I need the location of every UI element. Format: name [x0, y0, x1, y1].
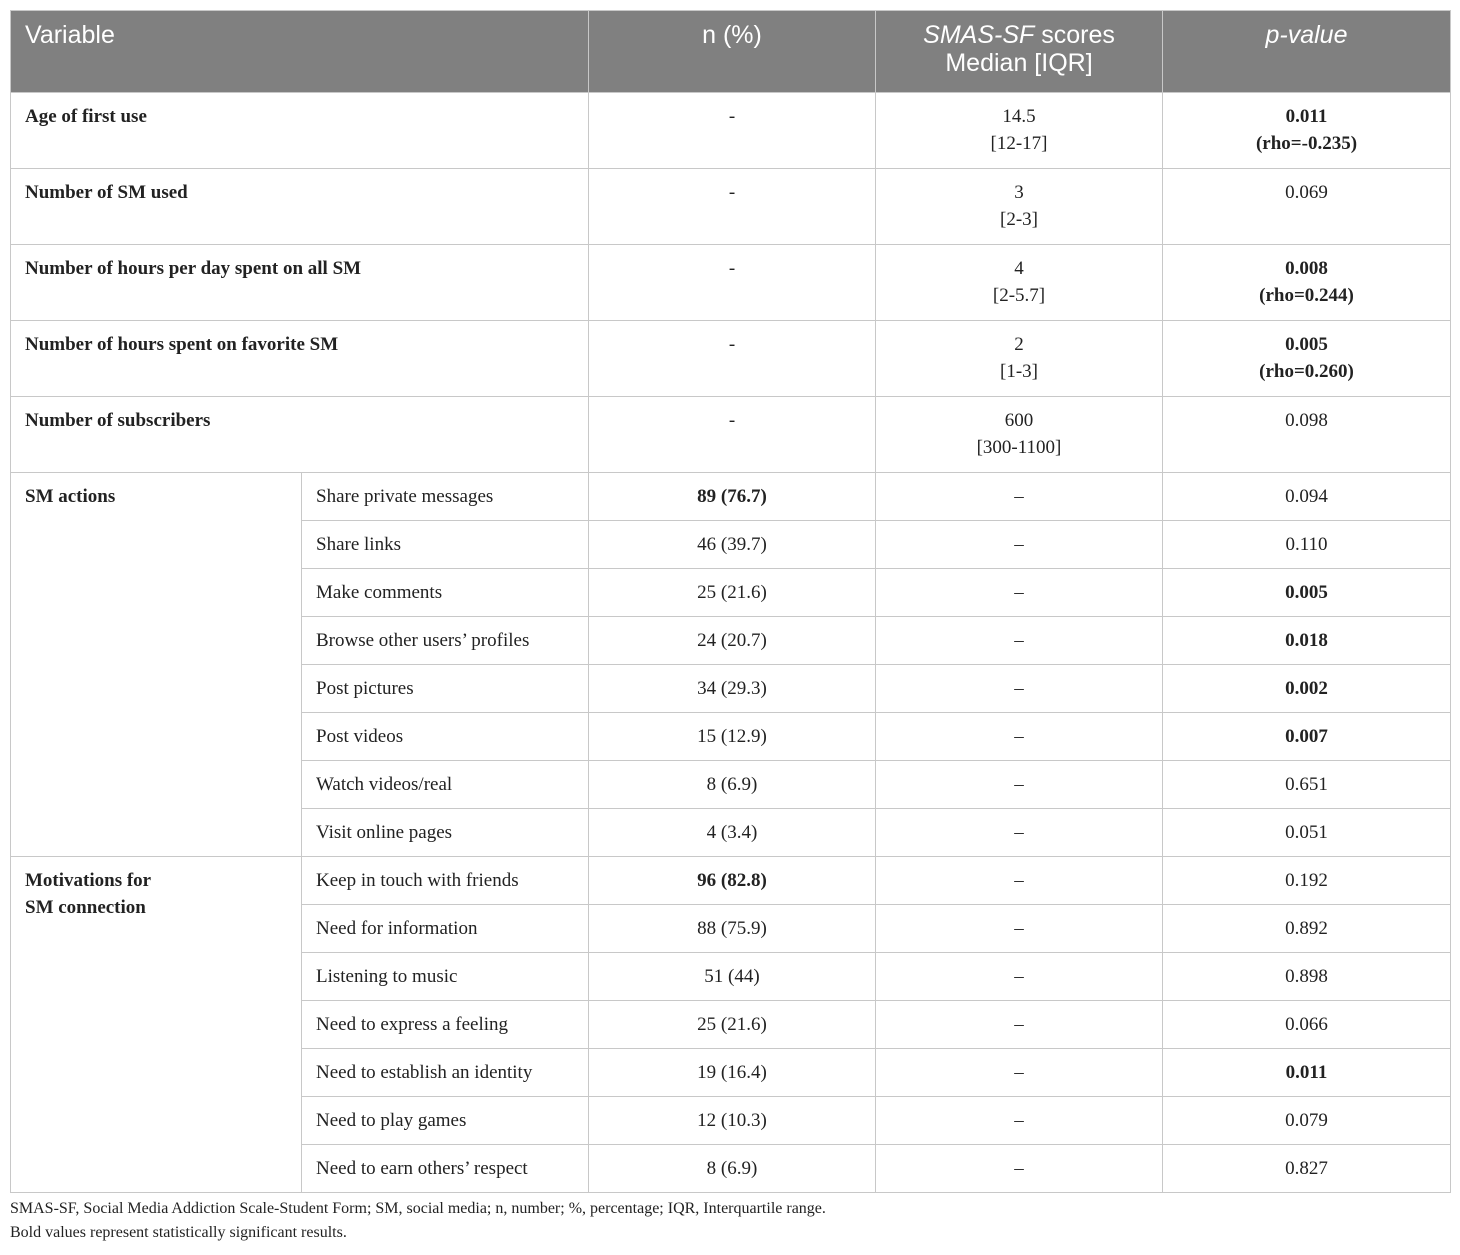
item-label: Listening to music — [302, 953, 589, 1001]
row-p-value: 0.005 — [1285, 334, 1328, 355]
row-rho: (rho=0.244) — [1259, 285, 1354, 306]
item-n-percent: 34 (29.3) — [589, 665, 876, 713]
row-score-cell — [876, 245, 1163, 321]
group-category-label-line2: SM connection — [25, 897, 146, 918]
item-label: Need to earn others’ respect — [302, 1145, 589, 1193]
row-p-value-cell — [1163, 397, 1451, 473]
item-n-percent: 96 (82.8) — [589, 857, 876, 905]
row-median: 3 — [1014, 182, 1024, 203]
item-label: Visit online pages — [302, 809, 589, 857]
item-n-percent: 8 (6.9) — [589, 761, 876, 809]
row-median: 600 — [1004, 410, 1034, 431]
item-n-percent: 19 (16.4) — [589, 1049, 876, 1097]
table-row — [11, 169, 1451, 245]
item-score: – — [876, 713, 1163, 761]
header-p-value: p-value — [1163, 11, 1451, 93]
row-score-cell — [876, 397, 1163, 473]
item-n-percent: 8 (6.9) — [589, 1145, 876, 1193]
header-variable: Variable — [11, 11, 589, 93]
item-p-value: 0.011 — [1163, 1049, 1451, 1097]
item-label: Keep in touch with friends — [302, 857, 589, 905]
item-label: Share links — [302, 521, 589, 569]
item-p-value: 0.005 — [1163, 569, 1451, 617]
item-p-value: 0.110 — [1163, 521, 1451, 569]
row-label: Number of hours spent on favorite SM — [11, 321, 589, 397]
item-score: – — [876, 473, 1163, 521]
row-p-value-cell — [1163, 321, 1451, 397]
footnote-bold-note: Bold values represent statistically significant results. — [10, 1224, 347, 1241]
item-n-percent: 12 (10.3) — [589, 1097, 876, 1145]
item-p-value: 0.898 — [1163, 953, 1451, 1001]
item-label: Post pictures — [302, 665, 589, 713]
item-p-value: 0.079 — [1163, 1097, 1451, 1145]
item-n-percent: 51 (44) — [589, 953, 876, 1001]
header-smas-line2: Median [IQR] — [945, 49, 1093, 77]
row-n-percent: - — [589, 321, 876, 397]
item-score: – — [876, 521, 1163, 569]
row-n-percent: - — [589, 245, 876, 321]
item-p-value: 0.827 — [1163, 1145, 1451, 1193]
table-row — [11, 245, 1451, 321]
footnote-abbreviations: SMAS-SF, Social Media Addiction Scale-Student Form; SM, social media; n, number; %, percentage; IQR, Interquartile range. — [10, 1200, 826, 1217]
item-label: Need to establish an identity — [302, 1049, 589, 1097]
item-label: Need to play games — [302, 1097, 589, 1145]
item-n-percent: 4 (3.4) — [589, 809, 876, 857]
item-p-value: 0.651 — [1163, 761, 1451, 809]
table-header-row — [11, 11, 1451, 93]
item-p-value: 0.192 — [1163, 857, 1451, 905]
row-iqr: [12-17] — [990, 133, 1048, 154]
row-median: 4 — [1014, 258, 1024, 279]
item-n-percent: 89 (76.7) — [589, 473, 876, 521]
item-label: Make comments — [302, 569, 589, 617]
row-p-value: 0.008 — [1285, 258, 1328, 279]
item-n-percent: 15 (12.9) — [589, 713, 876, 761]
row-median: 14.5 — [1002, 106, 1036, 127]
item-score: – — [876, 761, 1163, 809]
row-n-percent: - — [589, 397, 876, 473]
header-smas-italic: SMAS-SF — [923, 21, 1035, 49]
item-score: – — [876, 905, 1163, 953]
item-score: – — [876, 1145, 1163, 1193]
item-label: Watch videos/real — [302, 761, 589, 809]
table-body — [11, 93, 1451, 1193]
table-footnotes — [10, 1197, 1450, 1245]
row-rho: (rho=0.260) — [1259, 361, 1354, 382]
row-iqr: [1-3] — [1000, 361, 1038, 382]
row-p-value-cell — [1163, 93, 1451, 169]
row-iqr: [300-1100] — [976, 437, 1062, 458]
results-table — [10, 10, 1451, 1193]
header-smas-scores — [876, 11, 1163, 93]
item-label: Share private messages — [302, 473, 589, 521]
row-n-percent: - — [589, 93, 876, 169]
item-n-percent: 46 (39.7) — [589, 521, 876, 569]
item-n-percent: 25 (21.6) — [589, 569, 876, 617]
item-label: Post videos — [302, 713, 589, 761]
item-score: – — [876, 569, 1163, 617]
group-category — [11, 473, 302, 857]
item-p-value: 0.094 — [1163, 473, 1451, 521]
item-n-percent: 88 (75.9) — [589, 905, 876, 953]
item-score: – — [876, 617, 1163, 665]
item-score: – — [876, 1097, 1163, 1145]
item-score: – — [876, 857, 1163, 905]
row-score-cell — [876, 169, 1163, 245]
item-p-value: 0.018 — [1163, 617, 1451, 665]
table-row — [11, 473, 1451, 521]
row-label: Number of SM used — [11, 169, 589, 245]
row-iqr: [2-5.7] — [992, 285, 1046, 306]
table-row — [11, 397, 1451, 473]
item-p-value: 0.051 — [1163, 809, 1451, 857]
item-label: Need for information — [302, 905, 589, 953]
group-category-label: Motivations for — [25, 870, 152, 891]
row-n-percent: - — [589, 169, 876, 245]
header-smas-rest: scores — [1034, 21, 1115, 49]
item-score: – — [876, 953, 1163, 1001]
item-p-value: 0.002 — [1163, 665, 1451, 713]
item-label: Browse other users’ profiles — [302, 617, 589, 665]
item-score: – — [876, 665, 1163, 713]
item-score: – — [876, 809, 1163, 857]
item-n-percent: 25 (21.6) — [589, 1001, 876, 1049]
table-row — [11, 857, 1451, 905]
item-label: Need to express a feeling — [302, 1001, 589, 1049]
row-p-value-cell — [1163, 169, 1451, 245]
item-score: – — [876, 1049, 1163, 1097]
row-label: Age of first use — [11, 93, 589, 169]
row-score-cell — [876, 321, 1163, 397]
item-score: – — [876, 1001, 1163, 1049]
group-category-label: SM actions — [25, 486, 116, 507]
row-p-value: 0.069 — [1285, 182, 1328, 203]
row-score-cell — [876, 93, 1163, 169]
item-p-value: 0.066 — [1163, 1001, 1451, 1049]
item-p-value: 0.007 — [1163, 713, 1451, 761]
row-median: 2 — [1014, 334, 1024, 355]
row-label: Number of subscribers — [11, 397, 589, 473]
table-row — [11, 321, 1451, 397]
row-p-value: 0.098 — [1285, 410, 1328, 431]
item-p-value: 0.892 — [1163, 905, 1451, 953]
header-n-percent: n (%) — [589, 11, 876, 93]
row-iqr: [2-3] — [1000, 209, 1038, 230]
row-label: Number of hours per day spent on all SM — [11, 245, 589, 321]
row-p-value-cell — [1163, 245, 1451, 321]
table-row — [11, 93, 1451, 169]
group-category — [11, 857, 302, 1193]
row-p-value: 0.011 — [1285, 106, 1328, 127]
item-n-percent: 24 (20.7) — [589, 617, 876, 665]
row-rho: (rho=-0.235) — [1255, 133, 1358, 154]
